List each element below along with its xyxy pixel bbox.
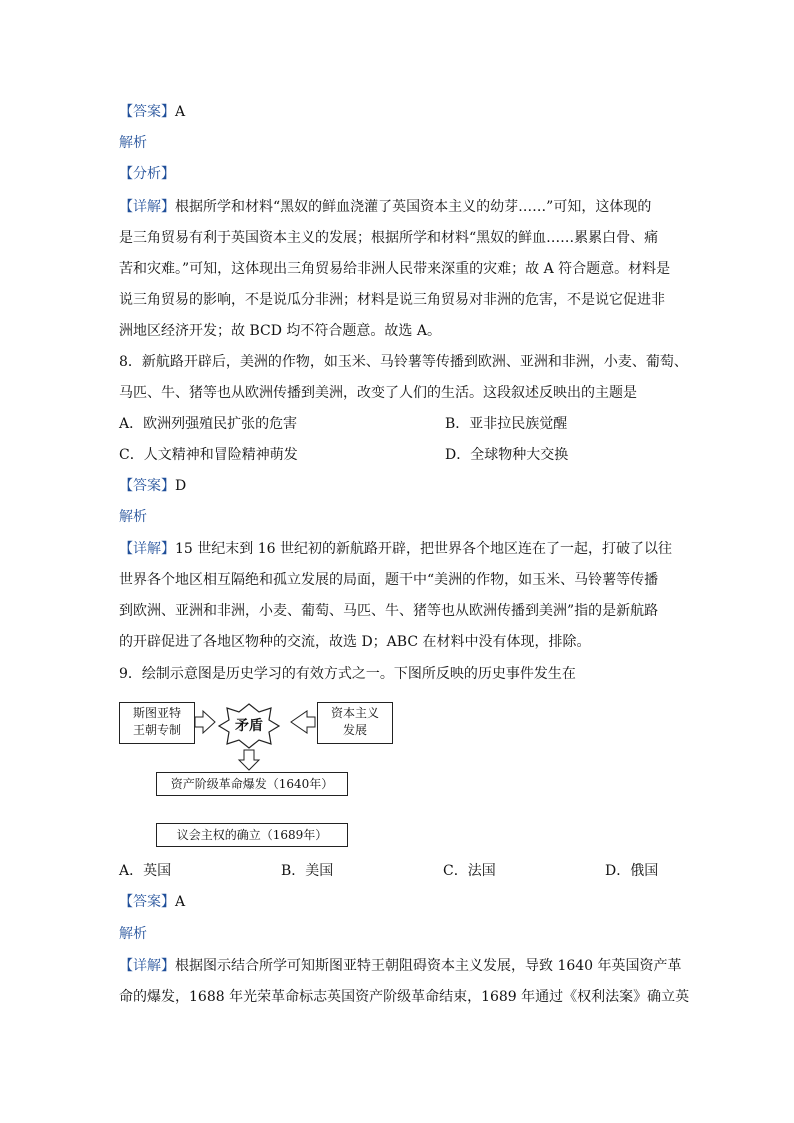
right-arrow-icon <box>291 711 315 733</box>
answer-value: A <box>175 894 186 910</box>
parliament-box: 议会主权的确立（1689年） <box>156 823 348 847</box>
stuart-label: 王朝专制 <box>132 723 181 737</box>
answer-tag: 【答案】 <box>119 478 175 494</box>
q8-option-a: A．欧洲列强殖民扩张的危害 <box>119 416 298 432</box>
capitalism-box <box>317 702 393 744</box>
answer-tag: 【答案】 <box>119 104 175 120</box>
fenxi-tag: 【分析】 <box>119 166 175 182</box>
capitalism-label: 资本主义 <box>330 706 379 720</box>
detail-tag: 【详解】 <box>119 199 175 215</box>
stuart-label: 斯图亚特 <box>132 706 181 720</box>
detail-line <box>119 956 682 976</box>
detail-line <box>119 197 651 217</box>
revolution-box: 资产阶级革命爆发（1640年） <box>156 772 348 796</box>
detail-text: 根据所学和材料“黑奴的鲜血浇灌了英国资本主义的幼芽……”可知，这体现的 <box>175 199 652 215</box>
left-arrow-icon <box>195 711 215 733</box>
analysis-tag: 解析 <box>119 135 147 151</box>
detail-line: 到欧洲、亚洲和非洲，小麦、葡萄、马匹、牛、猪等也从欧洲传播到美洲”指的是新航路 <box>119 603 659 619</box>
analysis-tag: 解析 <box>119 509 147 525</box>
conflict-label: 矛盾 <box>235 718 263 734</box>
answer-value: D <box>175 478 187 494</box>
q9-option-c: C．法国 <box>443 863 496 879</box>
q8-option-c: C．人文精神和冒险精神萌发 <box>119 447 298 463</box>
detail-text: 15 世纪末到 16 世纪初的新航路开辟，把世界各个地区连在了一起，打破了以往 <box>175 541 672 557</box>
detail-text: 根据图示结合所学可知斯图亚特王朝阻碍资本主义发展，导致 1640 年英国资产革 <box>175 958 682 974</box>
answer-value: A <box>175 104 186 120</box>
capitalism-label: 发展 <box>342 723 367 737</box>
q9-answer-line <box>119 892 185 912</box>
detail-line: 世界各个地区相互隔绝和孤立发展的局面，题干中“美洲的作物，如玉米、马铃薯等传播 <box>119 572 659 588</box>
answer-line-1 <box>119 102 185 122</box>
detail-line: 命的爆发，1688 年光荣革命标志英国资产阶级革命结束，1689 年通过《权利法案》确立英 <box>119 989 690 1005</box>
q9-option-b: B．美国 <box>281 863 334 879</box>
detail-tag: 【详解】 <box>119 541 175 557</box>
q8-stem: 8．新航路开辟后，美洲的作物，如玉米、马铃薯等传播到欧洲、亚洲和非洲，小麦、葡萄、 <box>119 354 688 370</box>
q9-stem: 9．绘制示意图是历史学习的有效方式之一。下图所反映的历史事件发生在 <box>119 666 576 682</box>
detail-line: 苦和灾难。”可知，这体现出三角贸易给非洲人民带来深重的灾难；故 A 符合题意。材料是 <box>119 261 671 277</box>
q8-answer-line <box>119 476 186 496</box>
answer-tag: 【答案】 <box>119 894 175 910</box>
detail-line: 洲地区经济开发；故 BCD 均不符合题意。故选 A。 <box>119 323 441 339</box>
down-arrow-icon <box>239 750 259 770</box>
history-diagram <box>119 700 419 850</box>
q8-option-b: B．亚非拉民族觉醒 <box>445 416 568 432</box>
detail-line: 说三角贸易的影响，不是说瓜分非洲；材料是说三角贸易对非洲的危害，不是说它促进非 <box>119 292 665 308</box>
detail-tag: 【详解】 <box>119 958 175 974</box>
q8-option-d: D．全球物种大交换 <box>445 447 569 463</box>
q9-option-a: A．英国 <box>119 863 172 879</box>
detail-line: 是三角贸易有利于英国资本主义的发展；根据所学和材料“黑奴的鲜血……累累白骨、痛 <box>119 230 659 246</box>
detail-line <box>119 539 672 559</box>
detail-line: 的开辟促进了各地区物种的交流，故选 D；ABC 在材料中没有体现，排除。 <box>119 634 591 650</box>
analysis-tag: 解析 <box>119 926 147 942</box>
q8-stem: 马匹、牛、猪等也从欧洲传播到美洲，改变了人们的生活。这段叙述反映出的主题是 <box>119 385 637 401</box>
q9-option-d: D．俄国 <box>605 863 659 879</box>
